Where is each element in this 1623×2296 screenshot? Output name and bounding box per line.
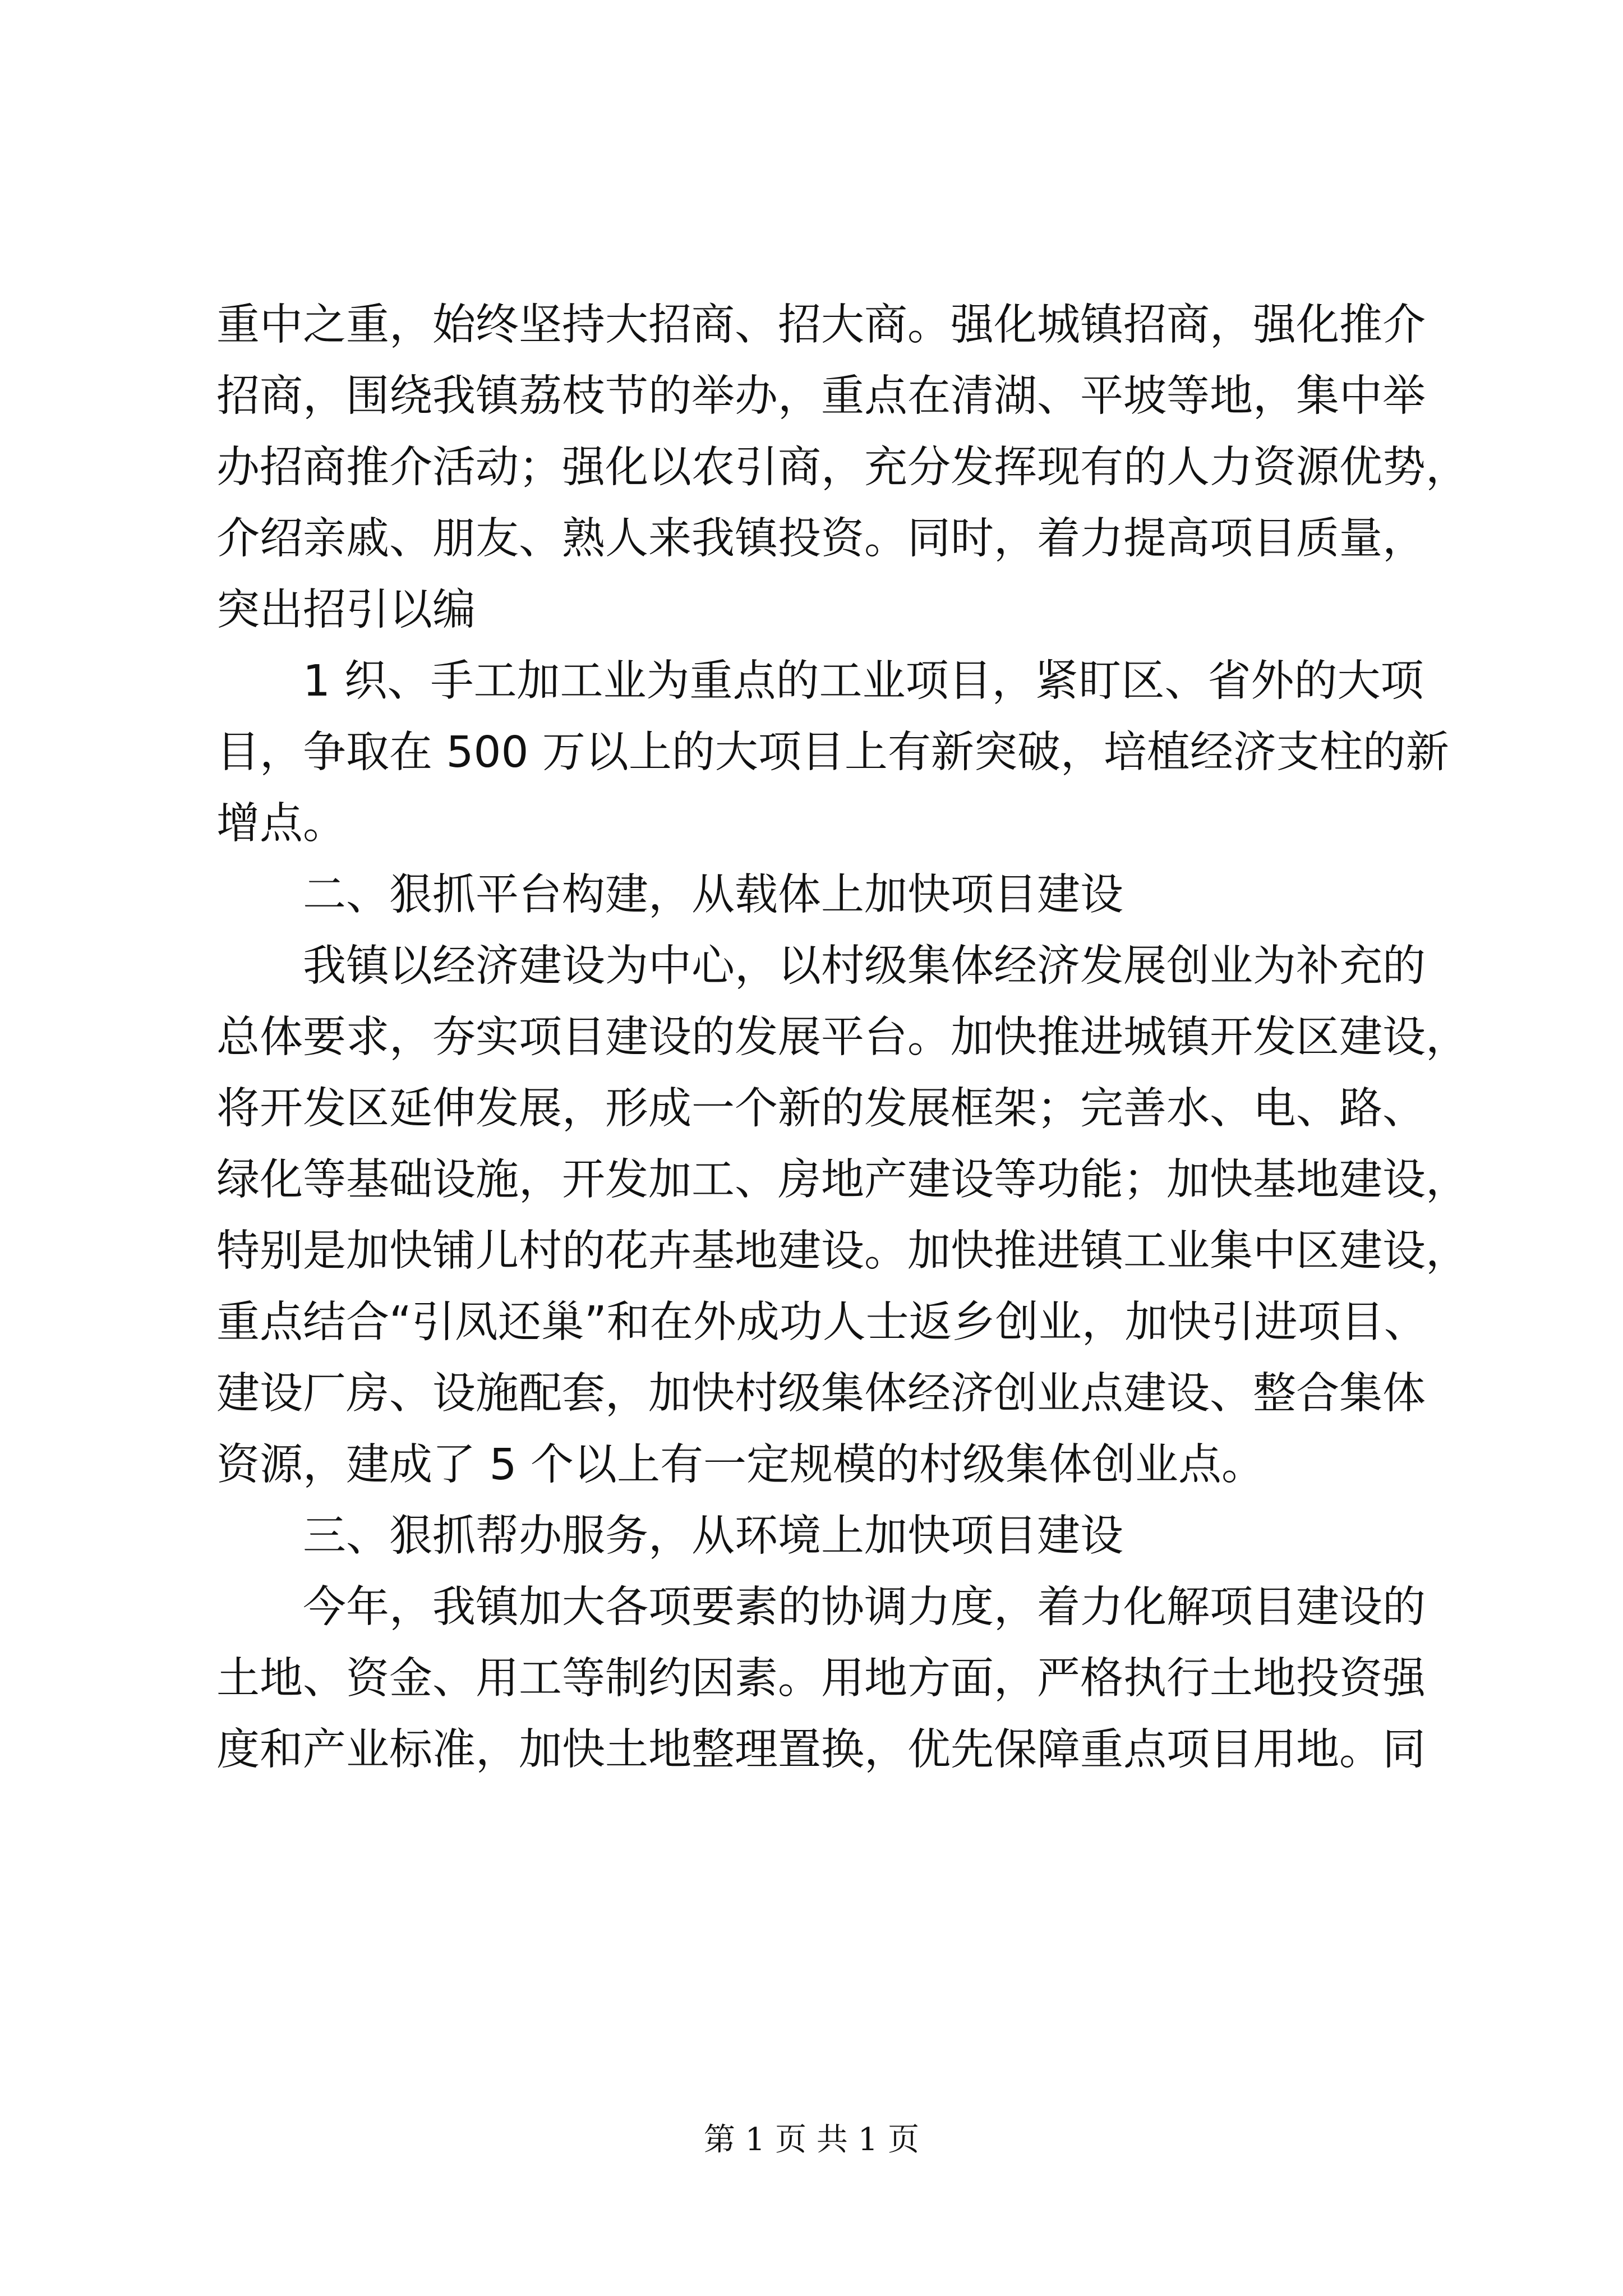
body-line: 总体要求，夯实项目建设的发展平台。加快推进城镇开发区建设， (216, 1013, 1469, 1062)
body-line: 土地、资金、用工等制约因素。用地方面，严格执行土地投资强 (216, 1654, 1426, 1704)
body-line: 1 织、手工加工业为重点的工业项目，紧盯区、省外的大项 (216, 656, 1424, 706)
body-line: 绿化等基础设施，开发加工、房地产建设等功能；加快基地建设， (216, 1155, 1469, 1205)
body-line: 办招商推介活动；强化以农引商，充分发挥现有的人力资源优势， (216, 443, 1469, 493)
page-footer: 第 1 页 共 1 页 (703, 2122, 920, 2158)
section-heading: 三、狠抓帮办服务，从环境上加快项目建设 (216, 1511, 1123, 1561)
body-line: 重点结合“引凤还巢”和在外成功人士返乡创业，加快引进项目、 (216, 1297, 1427, 1347)
body-line: 建设厂房、设施配套，加快村级集体经济创业点建设、整合集体 (216, 1369, 1426, 1419)
body-line: 特别是加快铺儿村的花卉基地建设。加快推进镇工业集中区建设， (216, 1226, 1469, 1276)
body-line: 将开发区延伸发展，形成一个新的发展框架；完善水、电、路、 (216, 1084, 1426, 1134)
body-line: 突出招引以编 (216, 585, 476, 635)
body-line: 资源，建成了 5 个以上有一定规模的村级集体创业点。 (216, 1440, 1265, 1490)
body-line: 介绍亲戚、朋友、熟人来我镇投资。同时，着力提高项目质量， (216, 514, 1426, 564)
body-line: 重中之重，始终坚持大招商、招大商。强化城镇招商，强化推介 (216, 300, 1426, 350)
body-line: 度和产业标准，加快土地整理置换，优先保障重点项目用地。同 (216, 1725, 1426, 1775)
body-line: 今年，我镇加大各项要素的协调力度，着力化解项目建设的 (216, 1582, 1426, 1632)
body-line: 目，争取在 500 万以上的大项目上有新突破，培植经济支柱的新 (216, 728, 1449, 777)
body-line: 增点。 (216, 799, 346, 849)
section-heading: 二、狠抓平台构建，从载体上加快项目建设 (216, 870, 1123, 920)
body-line: 我镇以经济建设为中心，以村级集体经济发展创业为补充的 (216, 941, 1426, 991)
body-line: 招商，围绕我镇荔枝节的举办，重点在清湖、平坡等地，集中举 (216, 371, 1426, 421)
